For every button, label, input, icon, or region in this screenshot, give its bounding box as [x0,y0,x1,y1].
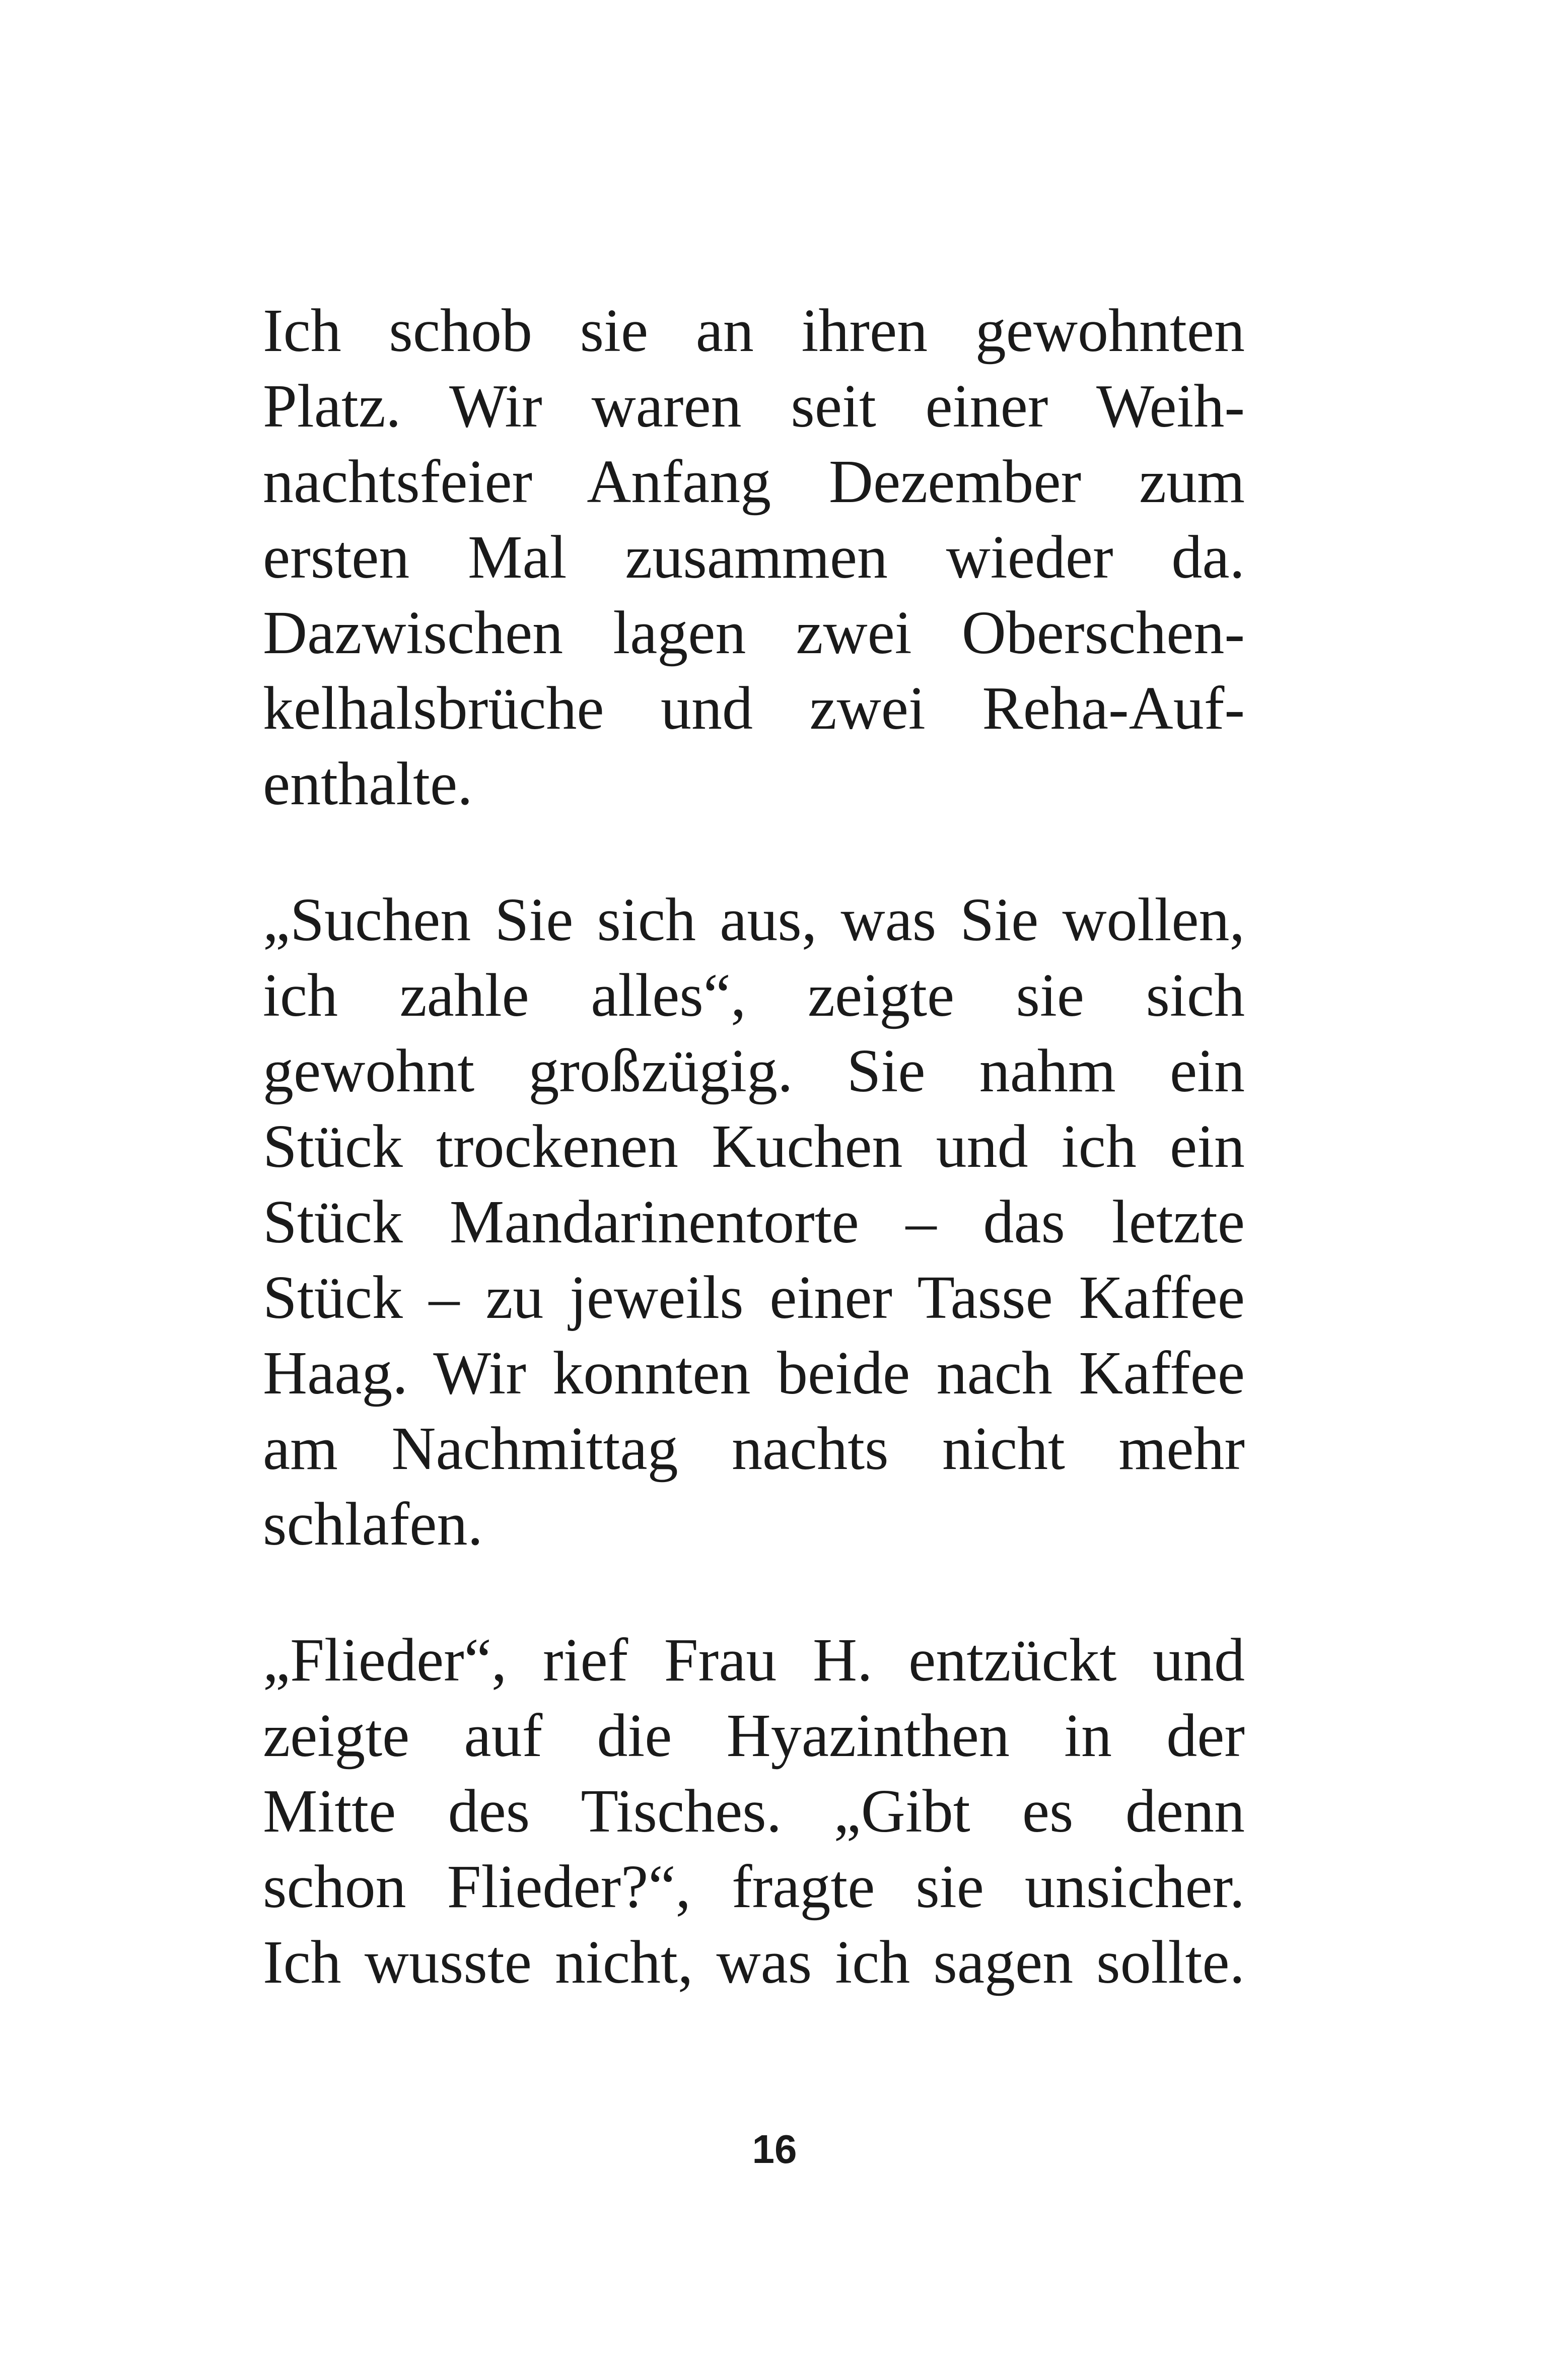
paragraph-3 [263,1623,1245,2000]
text-line: schon Flieder?“, fragte sie unsicher. [263,1853,1245,1921]
text-line: gewohnt großzügig. Sie nahm ein [263,1037,1245,1105]
text-line: Mitte des Tisches. „Gibt es denn [263,1777,1245,1845]
text-line: „Flieder“, rief Frau H. entzückt und [263,1626,1245,1694]
text-line: Platz. Wir waren seit einer Weih- [263,372,1245,440]
text-line: kelhalsbrüche und zwei Reha-Auf- [263,674,1245,742]
text-line: Ich wusste nicht, was ich sagen sollte. [263,1928,1245,1996]
text-line: Stück Mandarinentorte – das letzte [263,1188,1245,1256]
text-line: ich zahle alles“, zeigte sie sich [263,961,1245,1029]
text-line: Ich schob sie an ihren gewohnten [263,297,1245,365]
text-line: Haag. Wir konnten beide nach Kaffee [263,1339,1245,1407]
text-line: nachtsfeier Anfang Dezember zum [263,448,1245,516]
paragraph-2 [263,882,1245,1562]
text-line: Stück trockenen Kuchen und ich ein [263,1112,1245,1180]
text-line: Stück – zu jeweils einer Tasse Kaffee [263,1264,1245,1332]
text-line: Dazwischen lagen zwei Oberschen- [263,599,1245,667]
text-line: am Nachmittag nachts nicht mehr [263,1415,1245,1483]
text-line: ersten Mal zusammen wieder da. [263,523,1245,591]
text-line: „Suchen Sie sich aus, was Sie wollen, [263,886,1245,954]
paragraph-1 [263,293,1245,822]
page-number: 16 [752,2127,797,2172]
text-line: zeigte auf die Hyazinthen in der [263,1702,1245,1770]
text-line: enthalte. [263,750,473,818]
text-line: schlafen. [263,1490,483,1558]
